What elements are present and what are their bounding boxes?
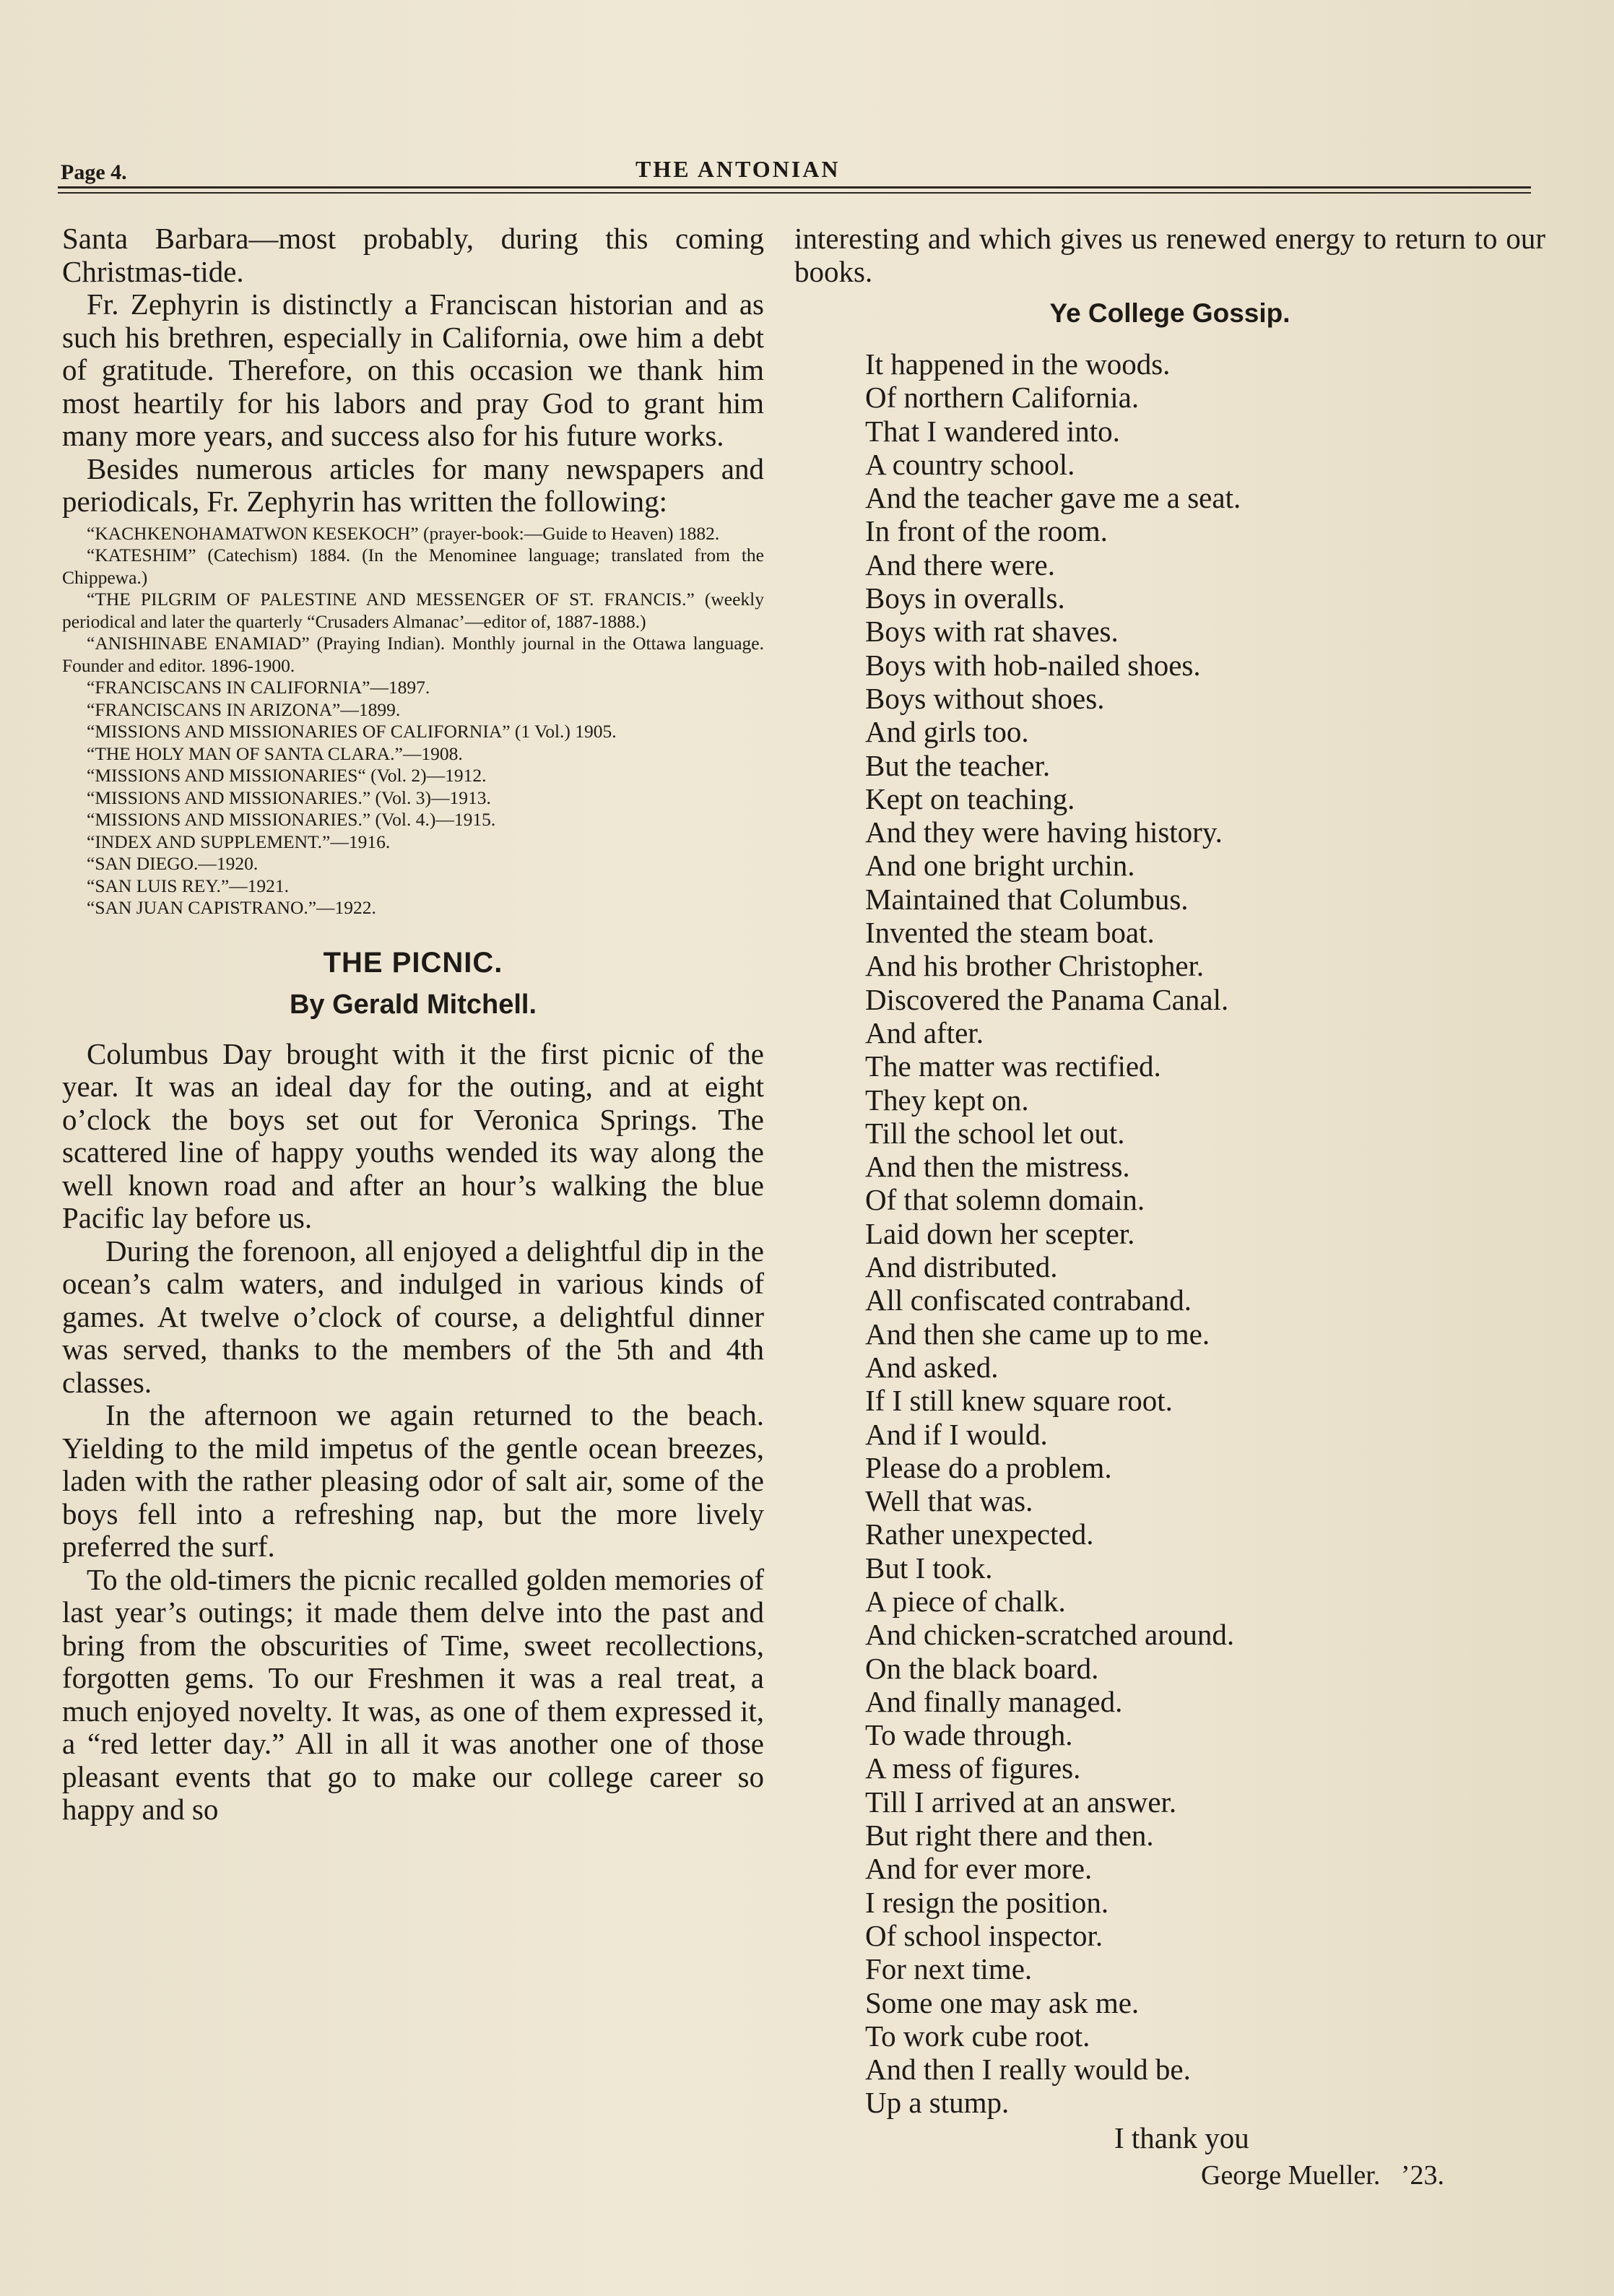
works-item: “FRANCISCANS IN ARIZONA”—1899.: [87, 698, 401, 720]
poem-line: It happened in the woods.: [865, 347, 1171, 381]
poem-line: Boys with rat shaves.: [865, 615, 1119, 649]
poem-line: On the black board.: [865, 1651, 1099, 1685]
works-item: “FRANCISCANS IN CALIFORNIA”—1897.: [87, 677, 430, 698]
class-year: ’23.: [1400, 2159, 1444, 2191]
picnic-paragraph: In the afternoon we again returned to the beach. Yielding to the mild impetus of the gentle ocean breezes, laden with the rather pleasing odor of salt air, some of the boys fell into a refreshing nap, but the more lively preferred the surf.: [62, 1398, 764, 1563]
poem-line: If I still knew square root.: [865, 1384, 1173, 1418]
poem-line: Boys without shoes.: [865, 681, 1105, 715]
poem-line: For next time.: [865, 1952, 1033, 1986]
poem-line: Up a stump.: [865, 2086, 1010, 2120]
poem-line: And for ever more.: [865, 1852, 1093, 1886]
author-name: George Mueller.: [1201, 2159, 1381, 2191]
poem-line: In front of the room.: [865, 514, 1108, 548]
picnic-paragraph: To the old-timers the picnic recalled golden memories of last year’s outings; it made them delve into the past and bring from the obscurities of Time, sweet recollections, forgotten gems. To our Freshmen it was a real treat, a much enjoyed novelty. It was, as one of them expressed it, a “red letter day.” All in all it was another one of those pleasant events that go to make our college career so happy and so: [62, 1562, 764, 1826]
works-item: “THE PILGRIM OF PALESTINE AND MESSENGER OF ST. FRANCIS.” (weekly periodical and later the quarterly “Crusaders Almanac’—editor of, 1887-1888.): [62, 589, 764, 632]
poem-line: They kept on.: [865, 1083, 1029, 1117]
poem-line: Of school inspector.: [865, 1918, 1103, 1952]
picnic-paragraph: During the forenoon, all enjoyed a delightful dip in the ocean’s calm waters, and indulged in various kinds of games. At twelve o’clock of course, a delightful dinner was served, thanks to the members of the 5th and 4th classes.: [62, 1234, 764, 1399]
picnic-title: THE PICNIC.: [323, 946, 503, 979]
works-item: “MISSIONS AND MISSIONARIES.” (Vol. 3)—1913.: [87, 787, 491, 808]
poem-line: Till I arrived at an answer.: [865, 1785, 1177, 1819]
poem-line: But I took.: [865, 1551, 993, 1585]
poem-line: And they were having history.: [865, 815, 1223, 849]
works-item: “INDEX AND SUPPLEMENT.”—1916.: [87, 831, 391, 852]
page-header: [58, 156, 1531, 185]
poem-line: And then I really would be.: [865, 2053, 1191, 2087]
publication-title: THE ANTONIAN: [635, 156, 841, 182]
poem-line: A piece of chalk.: [865, 1584, 1066, 1618]
poem-line: And then she came up to me.: [865, 1317, 1210, 1351]
picnic-paragraph: Columbus Day brought with it the first picnic of the year. It was an ideal day for the outing, and at eight o’clock the boys set out for Veronica Springs. The scattered line of happy youths wended its way along the well known road and after an hour’s walking the blue Pacific lay before us.: [62, 1036, 764, 1234]
poem-line: And there were.: [865, 547, 1055, 581]
poem-line: Laid down her scepter.: [865, 1216, 1135, 1250]
poem-line: Discovered the Panama Canal.: [865, 982, 1229, 1016]
intro-paragraph: Fr. Zephyrin is distinctly a Franciscan historian and as such his brethren, especially in California, owe him a debt of gratitude. Therefore, on this occasion we thank him most heartily for his labors and pray God to grant him many more years, and success also for his future works.: [62, 287, 764, 452]
works-item: “THE HOLY MAN OF SANTA CLARA.”—1908.: [87, 742, 463, 764]
left-column: [62, 222, 764, 1827]
page-number: Page 4.: [61, 160, 127, 184]
poem-line: Boys with hob-nailed shoes.: [865, 648, 1201, 682]
poem-line: But the teacher.: [865, 748, 1051, 782]
works-item: “MISSIONS AND MISSIONARIES.” (Vol. 4.)—1915.: [87, 809, 496, 830]
poem-line: Rather unexpected.: [865, 1517, 1094, 1551]
works-item: “ANISHINABE ENAMIAD” (Praying Indian). Monthly journal in the Ottawa language. Founder and editor. 1896-1900.: [62, 633, 764, 676]
header-rule-bottom: [58, 192, 1531, 194]
right-column: [794, 222, 1545, 2192]
poem-line: Maintained that Columbus.: [865, 882, 1189, 916]
poem-line: And then the mistress.: [865, 1150, 1130, 1184]
poem-line: Well that was.: [865, 1484, 1033, 1518]
works-item: “SAN LUIS REY.”—1921.: [87, 875, 290, 896]
intro-paragraph: Santa Barbara—most probably, during this coming Christmas-tide.: [62, 222, 764, 288]
intro-paragraph: Besides numerous articles for many newspapers and periodicals, Fr. Zephyrin has written the following:: [62, 451, 764, 518]
works-item: “MISSIONS AND MISSIONARIES OF CALIFORNIA” (1 Vol.) 1905.: [87, 721, 617, 742]
poem-line: The matter was rectified.: [865, 1049, 1161, 1083]
poem-line: Boys in overalls.: [865, 581, 1065, 615]
works-item: “SAN JUAN CAPISTRANO.”—1922.: [87, 897, 376, 918]
poem-line: That I wandered into.: [865, 414, 1120, 448]
poem-line: And distributed.: [865, 1250, 1058, 1284]
poem-line: And after.: [865, 1015, 984, 1049]
poem-line: Of northern California.: [865, 381, 1140, 415]
poem-line: And girls too.: [865, 715, 1029, 749]
poem-line: Kept on teaching.: [865, 781, 1075, 815]
poem-line: And asked.: [865, 1350, 999, 1384]
poem-line: A mess of figures.: [865, 1751, 1081, 1785]
poem-line: All confiscated contraband.: [865, 1283, 1192, 1317]
poem-line: But right there and then.: [865, 1819, 1154, 1853]
picnic-byline: By Gerald Mitchell.: [289, 989, 537, 1020]
poem-line: And if I would.: [865, 1417, 1048, 1451]
poem-line: And chicken-scratched around.: [865, 1618, 1235, 1652]
poem-line: And the teacher gave me a seat.: [865, 481, 1241, 515]
poem-closing: I thank you: [1114, 2120, 1249, 2154]
poem-signature: [1201, 2159, 1545, 2192]
poem-line: To work cube root.: [865, 2019, 1090, 2053]
poem-line: To wade through.: [865, 1718, 1073, 1752]
works-item: “KACHKENOHAMATWON KESEKOCH” (prayer-book:—Guide to Heaven) 1882.: [87, 522, 720, 544]
poem-line: I resign the position.: [865, 1885, 1109, 1919]
header-rule-top: [58, 186, 1531, 189]
gossip-poem: [865, 347, 1545, 2120]
works-item: “SAN DIEGO.—1920.: [87, 853, 259, 874]
poem-line: And finally managed.: [865, 1684, 1123, 1718]
works-item: “MISSIONS AND MISSIONARIES“ (Vol. 2)—1912.: [87, 765, 487, 786]
poem-line: Please do a problem.: [865, 1450, 1112, 1484]
works-list: [62, 523, 764, 919]
poem-line: And one bright urchin.: [865, 849, 1135, 883]
poem-line: Some one may ask me.: [865, 1985, 1140, 2019]
works-item: “KATESHIM” (Catechism) 1884. (In the Menominee language; translated from the Chippewa.): [62, 545, 764, 588]
picnic-continuation: interesting and which gives us renewed energy to return to our books.: [794, 222, 1545, 288]
poem-line: Till the school let out.: [865, 1116, 1125, 1150]
poem-line: And his brother Christopher.: [865, 949, 1205, 983]
poem-line: Of that solemn domain.: [865, 1183, 1145, 1217]
gossip-title: Ye College Gossip.: [1049, 298, 1290, 328]
poem-line: Invented the steam boat.: [865, 916, 1155, 950]
poem-line: A country school.: [865, 447, 1075, 481]
